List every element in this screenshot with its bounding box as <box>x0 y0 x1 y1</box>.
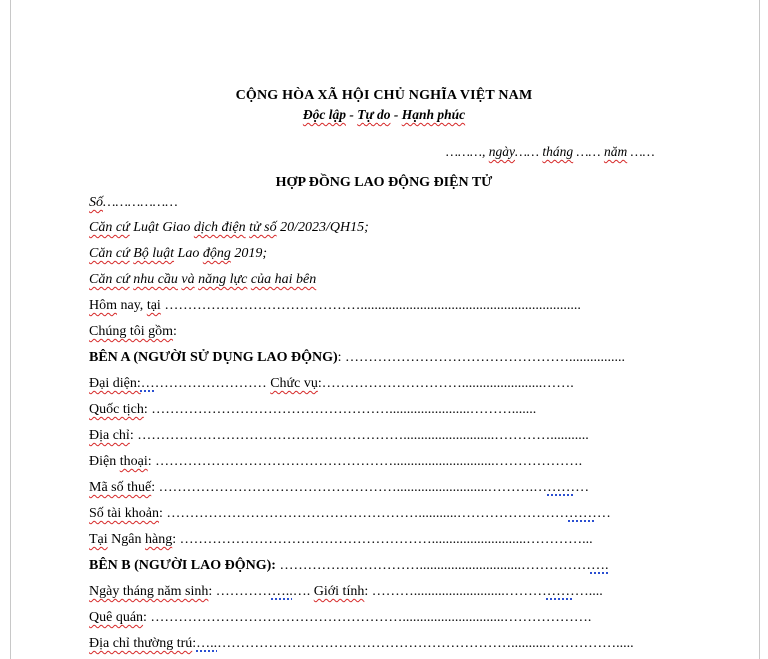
contract-number: Số……………… <box>89 195 178 210</box>
party-a-tax-code: Mã số thuế: ……………………………………………..........................……….………… <box>89 480 590 495</box>
legal-basis-2: Căn cứ Bộ luật Lao động 2019; <box>89 246 267 261</box>
party-b-dob-gender: Ngày tháng năm sinh: ……………..…. Giới tính: ………..........................……………….... <box>89 584 603 599</box>
national-title: CỘNG HÒA XÃ HỘI CHỦ NGHĨA VIỆT NAM <box>235 88 533 103</box>
we-are-line: Chúng tôi gồm: <box>89 324 177 339</box>
party-a-account-number: Số tài khoản: ………………………………………………...........…………………………… <box>89 506 611 521</box>
legal-basis-1: Căn cứ Luật Giao dịch điện tử số 20/2023/QH15; <box>89 220 369 235</box>
party-b-hometown: Quê quán: ……………………………………………….............................………………. <box>89 610 592 625</box>
party-a-representative: Đại diện:……………………… Chức vụ:………………………….......................……. <box>89 376 574 391</box>
party-a-bank: Tại Ngân hàng: ………………………………………………...........................…………... <box>89 532 593 547</box>
today-at-line: Hôm nay, tại ……………………………………............................................................... <box>89 298 581 313</box>
legal-basis-3: Căn cứ nhu cầu và năng lực của hai bên <box>89 272 317 287</box>
contract-title: HỢP ĐỒNG LAO ĐỘNG ĐIỆN TỬ <box>275 175 493 190</box>
date-line: ………, ngày…… tháng …… năm …… <box>446 144 655 159</box>
party-a-heading: BÊN A (NGƯỜI SỬ DỤNG LAO ĐỘNG): …………………………………………................ <box>89 350 626 365</box>
party-a-nationality: Quốc tịch: …………………………………………….......................………....... <box>89 402 537 417</box>
party-b-heading: BÊN B (NGƯỜI LAO ĐỘNG): ………………………….............................………………. <box>89 558 609 573</box>
party-a-address: Địa chỉ: …………………………………………………..........................…………........... <box>89 428 589 443</box>
party-a-phone: Điện thoại: …………………………………………….............................………………. <box>89 454 583 469</box>
party-b-residence: Địa chỉ thường trú:…..………………………………………………………..........……………..... <box>89 636 634 651</box>
national-motto: Độc lập - Tự do - Hạnh phúc <box>302 107 466 122</box>
